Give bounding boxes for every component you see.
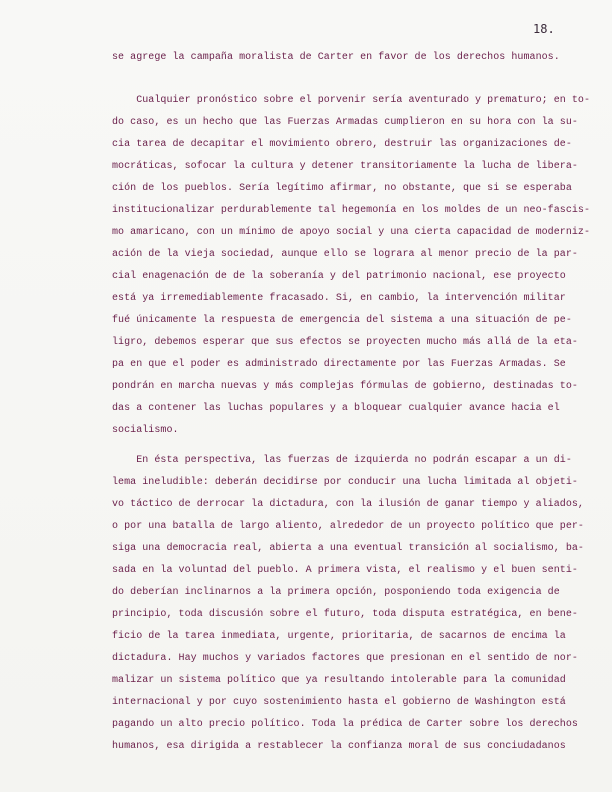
text-line: mocráticas, sofocar la cultura y detener transitoriamente la lucha de libera-: [112, 161, 578, 172]
text-line: está ya irremediablemente fracasado. Si, en cambio, la intervención militar: [112, 293, 566, 304]
text-line: ligro, debemos esperar que sus efectos se proyecten mucho más allá de la eta-: [112, 337, 578, 348]
text-line: Cualquier pronóstico sobre el porvenir sería aventurado y prematuro; en to-: [112, 95, 591, 106]
text-line: cial enagenación de de la soberanía y del patrimonio nacional, ese proyecto: [112, 271, 566, 282]
text-line: sada en la voluntad del pueblo. A primera vista, el realismo y el buen senti-: [112, 565, 578, 576]
text-line: dictadura. Hay muchos y variados factores que presionan en el sentido de nor-: [112, 653, 578, 664]
text-line: vo táctico de derrocar la dictadura, con la ilusión de ganar tiempo y aliados,: [112, 499, 584, 510]
text-line: institucionalizar perdurablemente tal hegemonía en los moldes de un neo-fascis-: [112, 205, 591, 216]
text-line: do caso, es un hecho que las Fuerzas Armadas cumplieron en su hora con la su-: [112, 117, 578, 128]
text-line: das a contener las luchas populares y a bloquear cualquier avance hacia el: [112, 403, 560, 414]
text-line: cia tarea de decapitar el movimiento obrero, destruir las organizaciones de-: [112, 139, 572, 150]
text-line: mo amaricano, con un mínimo de apoyo social y una cierta capacidad de moderniz-: [112, 227, 591, 238]
text-line: pagando un alto precio político. Toda la prédica de Carter sobre los derechos: [112, 719, 578, 730]
page-number: 18.: [533, 22, 555, 36]
text-line: ación de la vieja sociedad, aunque ello se lograra al menor precio de la par-: [112, 249, 578, 260]
text-line: En ésta perspectiva, las fuerzas de izquierda no podrán escapar a un di-: [112, 455, 572, 466]
text-line: fué únicamente la respuesta de emergencia del sistema a una situación de pe-: [112, 315, 572, 326]
text-line: malizar un sistema político que ya resultando intolerable para la comunidad: [112, 675, 566, 686]
text-line: principio, toda discusión sobre el futuro, toda disputa estratégica, en bene-: [112, 609, 578, 620]
text-line: ficio de la tarea inmediata, urgente, prioritaria, de sacarnos de encima la: [112, 631, 566, 642]
text-line: pa en que el poder es administrado directamente por las Fuerzas Armadas. Se: [112, 359, 566, 370]
text-line: lema ineludible: deberán decidirse por conducir una lucha limitada al objeti-: [112, 477, 578, 488]
text-line: se agrege la campaña moralista de Carter en favor de los derechos humanos.: [112, 52, 560, 63]
text-line: o por una batalla de largo aliento, alrededor de un proyecto político que per-: [112, 521, 584, 532]
text-line: internacional y por cuyo sostenimiento hasta el gobierno de Washington está: [112, 697, 566, 708]
text-line: socialismo.: [112, 425, 179, 436]
text-line: pondrán en marcha nuevas y más complejas fórmulas de gobierno, destinadas to-: [112, 381, 578, 392]
text-line: siga una democracia real, abierta a una eventual transición al socialismo, ba-: [112, 543, 584, 554]
text-line: ción de los pueblos. Sería legítimo afirmar, no obstante, que si se esperaba: [112, 183, 572, 194]
text-line: humanos, esa dirigida a restablecer la confianza moral de sus conciudadanos: [112, 741, 566, 752]
text-line: do deberían inclinarnos a la primera opción, posponiendo toda exigencia de: [112, 587, 560, 598]
